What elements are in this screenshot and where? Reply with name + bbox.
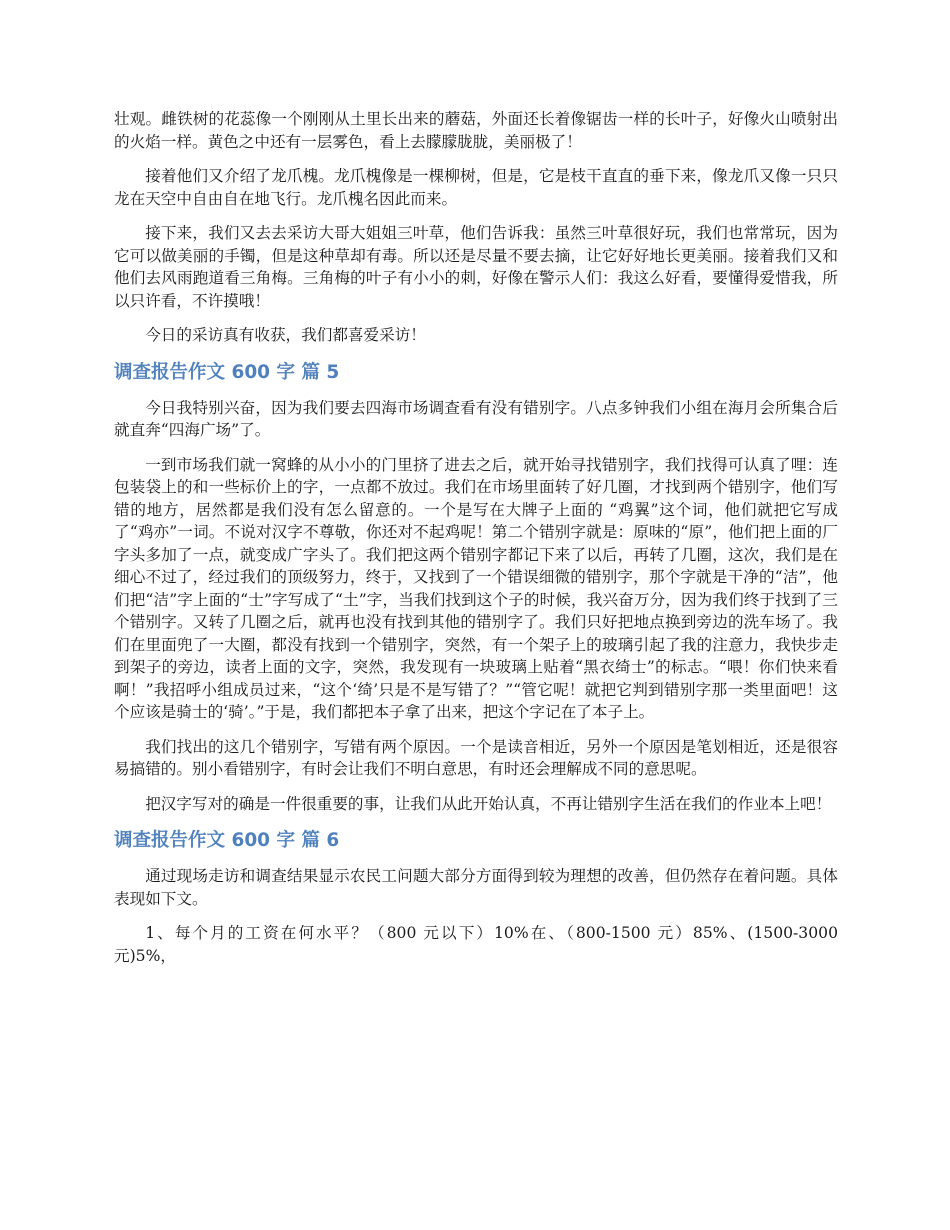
body-paragraph: 一到市场我们就一窝蜂的从小小的门里挤了进去之后，就开始寻找错别字，我们找得可认真了哩：连包装袋上的和一些标价上的字，一点都不放过。我们在市场里面转了好几圈，才找到两个错别字，他们写错的地方，居然都是我们没有怎么留意的。一个是写在大牌子上面的 “鸡翼”这个词，他们就把它写成了“鸡亦”一词。不说对汉字不尊敬，你还对不起鸡呢！第二个错别字就是：原味的“原”，他们把上面的厂字头多加了一点，就变成广字头了。我们把这两个错别字都记下来了以后，再转了几圈，这次，我们是在细心不过了，经过我们的顶级努力，终于，又找到了一个错误细微的错别字，那个字就是干净的“洁”，他们把“洁”字上面的“士”字写成了“土”字，当我们找到这个子的时候，我兴奋万分，因为我们终于找到了三个错别字。又转了几圈之后，就再也没有找到其他的错别字了。我们只好把地点换到旁边的洗车场了。我们在里面兜了一大圈，都没有找到一个错别字，突然，有一个架子上的玻璃引起了我的注意力，我快步走到架子的旁边，读者上面的文字，突然，我发现有一块玻璃上贴着“黑衣绮士”的标志。“喂！你们快来看啊！”我招呼小组成员过来，“这个‘绮’只是不是写错了？”“管它呢！就把它判到错别字那一类里面吧！这个应该是骑士的‘骑’。”于是，我们都把本子拿了出来，把这个字记在了本子上。 [114,455,838,721]
section-heading-6: 调查报告作文 600 字 篇 6 [114,830,340,851]
body-paragraph: 壮观。雌铁树的花蕊像一个刚刚从土里长出来的蘑菇，外面还长着像锯齿一样的长叶子，好像火山喷射出的火焰一样。黄色之中还有一层雾色，看上去朦朦胧胧，美丽极了！ [114,110,838,151]
body-paragraph: 把汉字写对的确是一件很重要的事，让我们从此开始认真，不再让错别字生活在我们的作业本上吧！ [145,794,832,813]
body-paragraph: 今日的采访真有收获，我们都喜爱采访！ [145,326,426,344]
body-paragraph: 接着他们又介绍了龙爪槐。龙爪槐像是一棵柳树，但是，它是枝干直直的垂下来，像龙爪又像一只只龙在天空中自由自在地飞行。龙爪槐名因此而来。 [114,167,838,208]
body-paragraph: 我们找出的这几个错别字，写错有两个原因。一个是读音相近，另外一个原因是笔划相近，还是很容易搞错的。别小看错别字，有时会让我们不明白意思，有时还会理解成不同的意思呢。 [114,737,838,778]
body-paragraph: 今日我特别兴奋，因为我们要去四海市场调查看有没有错别字。八点多钟我们小组在海月会所集合后就直奔“四海广场”了。 [114,398,838,439]
body-paragraph: 1、每个月的工资在何水平？（800 元以下）10%在、（800-1500 元）85%、(1500-3000 元)5%， [114,924,838,965]
body-paragraph: 接下来，我们又去去采访大哥大姐姐三叶草，他们告诉我：虽然三叶草很好玩，我们也常常玩，因为它可以做美丽的手镯，但是这种草却有毒。所以还是尽量不要去摘，让它好好地长更美丽。接着我们又和他们去风雨跑道看三角梅。三角梅的叶子有小小的刺，好像在警示人们：我这么好看，要懂得爱惜我，所以只许看，不许摸哦！ [114,224,838,310]
section-heading-5: 调查报告作文 600 字 篇 5 [114,361,340,383]
body-paragraph: 通过现场走访和调查结果显示农民工问题大部分方面得到较为理想的改善，但仍然存在着问题。具体表现如下文。 [114,867,838,908]
document-page [114,108,838,979]
